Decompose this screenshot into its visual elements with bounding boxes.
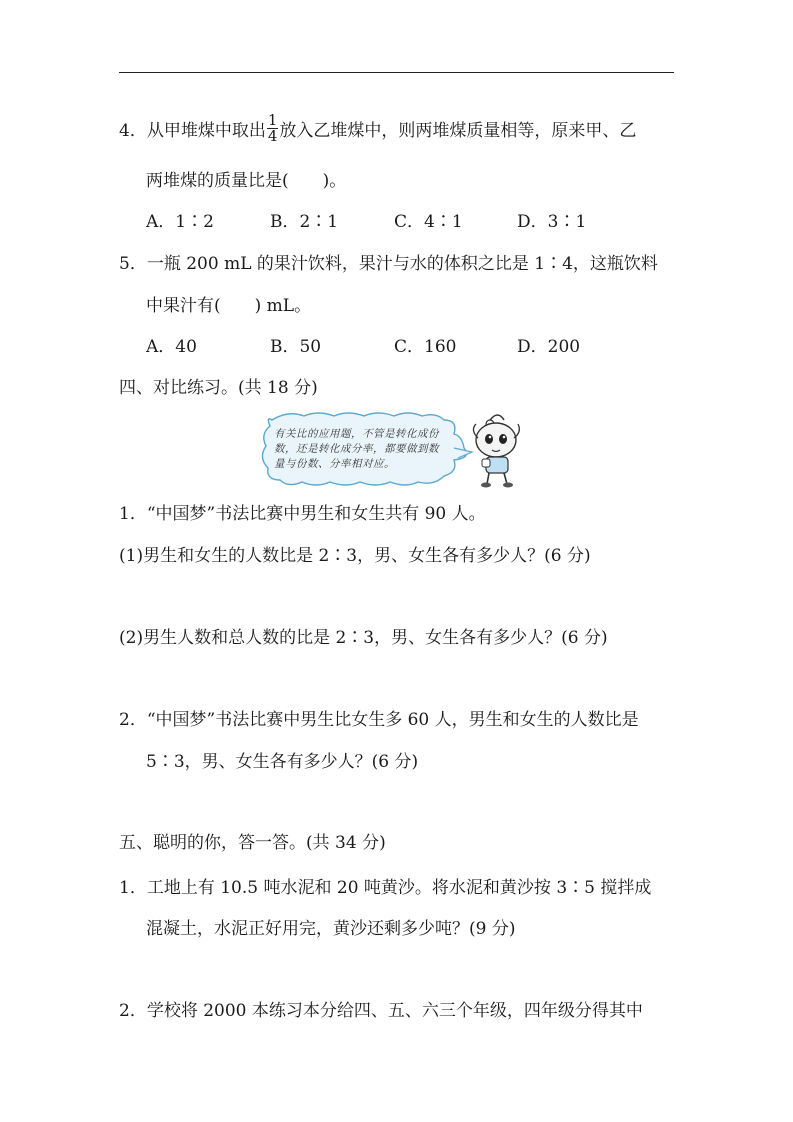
q5-option-d: D．200 bbox=[517, 337, 581, 357]
section5-q1-line2: 混凝土，水泥正好用完，黄沙还剩多少吨？(9 分) bbox=[146, 919, 516, 939]
section4-q1-part1: (1)男生和女生的人数比是 2∶3，男、女生各有多少人？(6 分) bbox=[119, 546, 591, 566]
section4-q1-part2: (2)男生人数和总人数的比是 2∶3，男、女生各有多少人？(6 分) bbox=[119, 628, 608, 648]
section5-q1-line1: 1．工地上有 10.5 吨水泥和 20 吨黄沙。将水泥和黄沙按 3∶5 搅拌成 bbox=[119, 878, 652, 898]
section5-q2-line1: 2．学校将 2000 本练习本分给四、五、六三个年级，四年级分得其中 bbox=[119, 1001, 643, 1021]
q5-option-a: A．40 bbox=[146, 337, 197, 357]
section4-q2-line1: 2．“中国梦”书法比赛中男生比女生多 60 人，男生和女生的人数比是 bbox=[119, 710, 639, 730]
q4-fraction bbox=[267, 113, 279, 144]
fraction-denominator: 4 bbox=[267, 127, 278, 145]
q4-line2: 两堆煤的质量比是( )。 bbox=[146, 171, 347, 191]
q5-line2: 中果汁有( ) mL。 bbox=[146, 296, 312, 316]
section4-heading: 四、对比练习。(共 18 分) bbox=[119, 378, 318, 398]
section4-q2-line2: 5∶3，男、女生各有多少人？(6 分) bbox=[146, 752, 419, 772]
q4-text-before: 4．从甲堆煤中取出 bbox=[119, 121, 266, 141]
q4-option-c: C．4∶1 bbox=[394, 212, 463, 232]
cartoon-character-icon bbox=[473, 415, 519, 488]
fraction-numerator: 1 bbox=[267, 111, 278, 129]
q5-line1: 5．一瓶 200 mL 的果汁饮料，果汁与水的体积之比是 1∶4，这瓶饮料 bbox=[119, 254, 658, 274]
section5-heading: 五、聪明的你，答一答。(共 34 分) bbox=[119, 833, 386, 853]
q4-text-after: 放入乙堆煤中，则两堆煤质量相等，原来甲、乙 bbox=[279, 121, 637, 141]
q5-option-c: C．160 bbox=[394, 337, 457, 357]
q5-option-b: B．50 bbox=[270, 337, 322, 357]
cartoon-tip bbox=[258, 412, 530, 488]
q4-option-b: B．2∶1 bbox=[270, 212, 339, 232]
tip-text: 有关比的应用题，不管是转化成份数，还是转化成分率，都要做到数量与份数、分率相对应。 bbox=[274, 428, 439, 470]
header-rule bbox=[119, 72, 674, 73]
q4-option-d: D．3∶1 bbox=[517, 212, 587, 232]
q4-line1 bbox=[119, 111, 637, 147]
q4-option-a: A．1∶2 bbox=[146, 212, 214, 232]
section4-q1: 1．“中国梦”书法比赛中男生和女生共有 90 人。 bbox=[119, 504, 486, 524]
